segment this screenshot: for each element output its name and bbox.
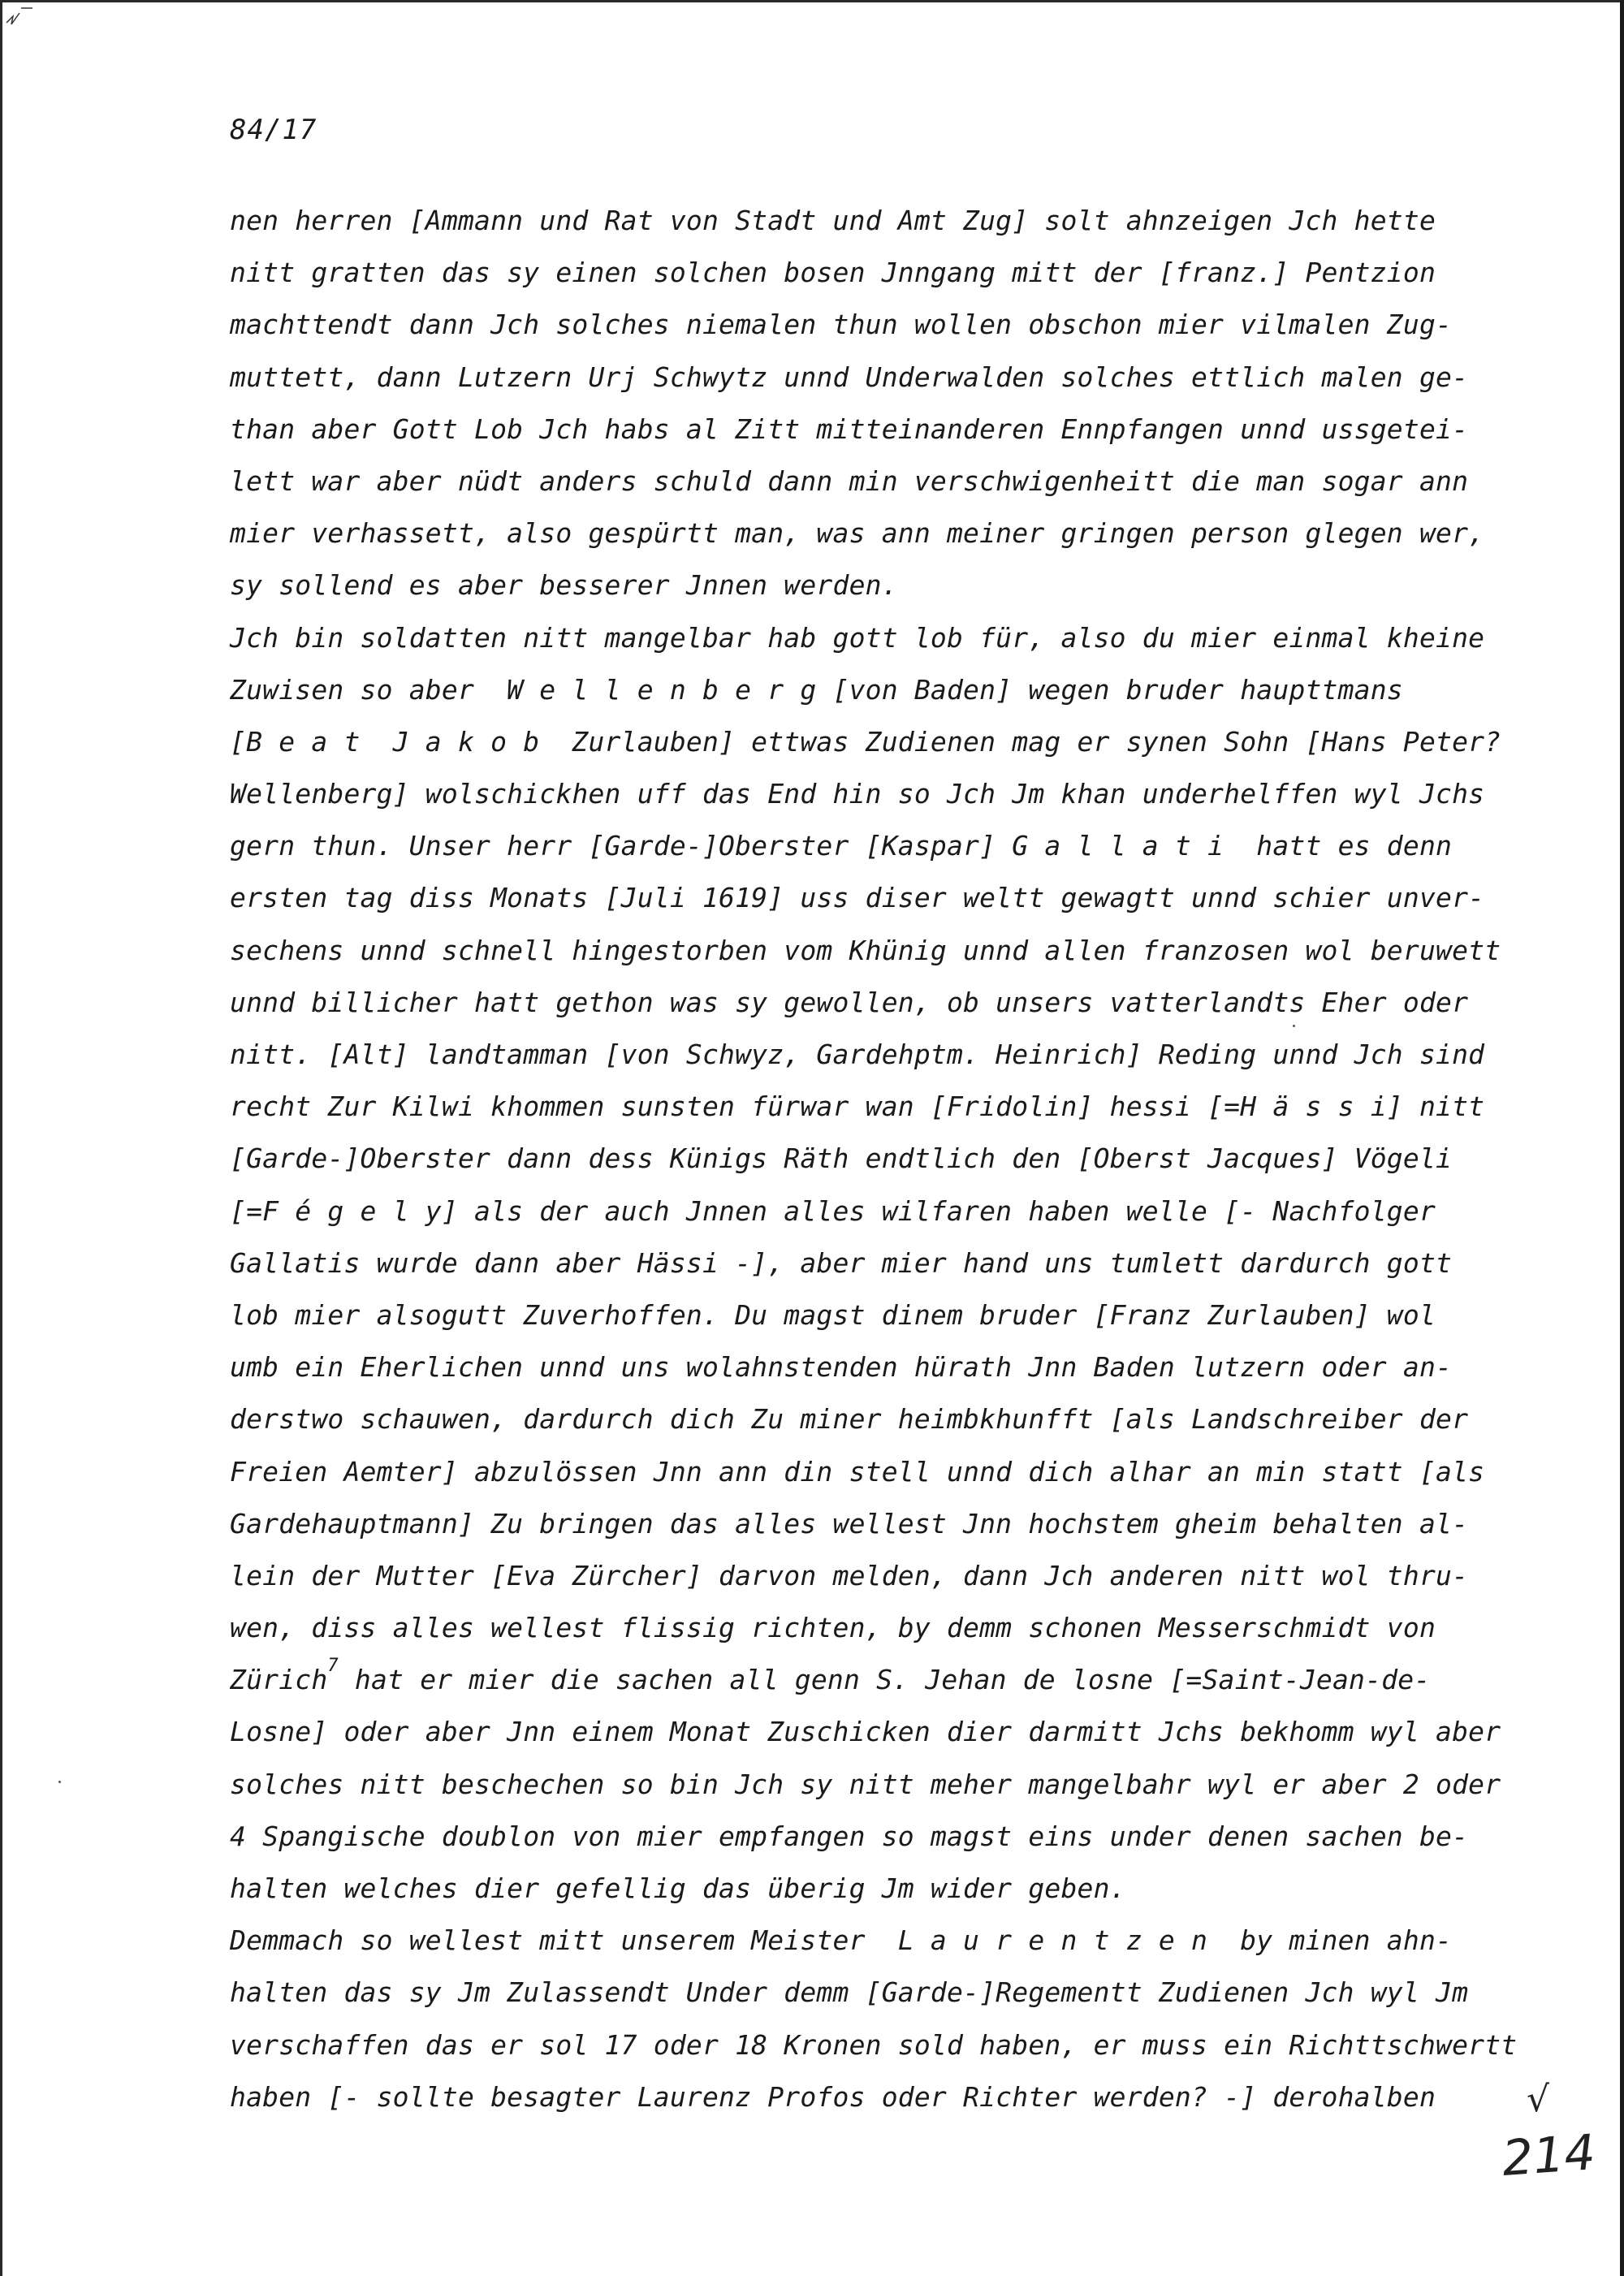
text-line: lob mier alsogutt Zuverhoffen. Du magst dinem bruder [Franz Zurlauben] wol — [230, 1298, 1436, 1331]
text-line: lett war aber nüdt anders schuld dann min verschwigenheitt die man sogar ann — [230, 464, 1469, 497]
text-line: lein der Mutter [Eva Zürcher] darvon melden, dann Jch anderen nitt wol thru- — [230, 1559, 1469, 1591]
text-line: [Garde-]Oberster dann dess Künigs Räth endtlich den [Oberst Jacques] Vögeli — [230, 1142, 1453, 1175]
text-line: mier verhassett, also gespürtt man, was ann meiner gringen person glegen wer, — [230, 517, 1485, 550]
text-line: Freien Aemter] abzulössen Jnn ann din stell unnd dich alhar an min statt [als — [230, 1455, 1485, 1488]
footnote-marker: 7 — [327, 1656, 339, 1677]
text-line-with-footnote — [230, 1654, 1545, 1706]
text-line: machttendt dann Jch solches niemalen thun wollen obschon mier vilmalen Zug- — [230, 309, 1453, 341]
text-line: gern thun. Unser herr [Garde-]Oberster [Kaspar] G a l l a t i hatt es denn — [230, 830, 1453, 862]
text-line: nitt gratten das sy einen solchen bosen Jnngang mitt der [franz.] Pentzion — [230, 257, 1436, 289]
scan-speck — [1293, 1025, 1295, 1027]
text-line: halten das sy Jm Zulassendt Under demm [Garde-]Regementt Zudienen Jch wyl Jm — [230, 1976, 1469, 2009]
text-line: sechens unnd schnell hingestorben vom Khünig unnd allen franzosen wol beruwett — [230, 934, 1501, 966]
text-line: than aber Gott Lob Jch habs al Zitt mitteinanderen Ennpfangen unnd ussgetei- — [230, 412, 1469, 445]
text-line: unnd billicher hatt gethon was sy gewollen, ob unsers vatterlandts Eher oder — [230, 986, 1469, 1018]
text-line: derstwo schauwen, dardurch dich Zu miner heimbkhunfft [als Landschreiber der — [230, 1403, 1469, 1436]
text-line: wen, diss alles wellest flissig richten, by demm schonen Messerschmidt von — [230, 1612, 1436, 1644]
scan-speck — [58, 1781, 61, 1783]
text-line: Gallatis wurde dann aber Hässi -], aber mier hand uns tumlett dardurch gott — [230, 1246, 1453, 1279]
text-line: Jch bin soldatten nitt mangelbar hab gott lob für, also du mier einmal kheine — [230, 621, 1485, 654]
text-line: [B e a t J a k o b Zurlauben] ettwas Zudienen mag er synen Sohn [Hans Peter? — [230, 725, 1501, 758]
text-line: solches nitt beschechen so bin Jch sy nitt meher mangelbahr wyl er aber 2 oder — [230, 1768, 1501, 1800]
corner-scribble-icon — [5, 5, 34, 28]
text-line: ersten tag diss Monats [Juli 1619] uss diser weltt gewagtt unnd schier unver- — [230, 882, 1485, 914]
page-reference: 84/17 — [230, 114, 317, 146]
text-line: nitt. [Alt] landtamman [von Schwyz, Gardehptm. Heinrich] Reding unnd Jch sind — [230, 1039, 1485, 1070]
text-line: [=F é g e l y] als der auch Jnnen alles wilfaren haben welle [- Nachfolger — [230, 1194, 1436, 1227]
text-line: umb ein Eherlichen unnd uns wolahnstenden hürath Jnn Baden lutzern oder an- — [230, 1351, 1453, 1384]
text-line: Demmach so wellest mitt unserem Meister L a u r e n t z e n by minen ahn- — [230, 1924, 1453, 1957]
text-line: verschaffen das er sol 17 oder 18 Kronen sold haben, er muss ein Richttschwertt — [230, 2028, 1518, 2061]
text-line: Gardehauptmann] Zu bringen das alles wellest Jnn hochstem gheim behalten al- — [230, 1507, 1469, 1540]
page-edge-right — [1620, 0, 1624, 2276]
text-line: Losne] oder aber Jnn einem Monat Zuschicken dier darmitt Jchs bekhomm wyl aber — [230, 1716, 1501, 1748]
text-line: Wellenberg] wolschickhen uff das End hin so Jch Jm khan underhelffen wyl Jchs — [230, 778, 1485, 810]
text-line: nen herren [Ammann und Rat von Stadt und Amt Zug] solt ahnzeigen Jch hette — [230, 205, 1436, 236]
text-line: haben [- sollte besagter Laurenz Profos oder Richter werden? -] derohalben — [230, 2080, 1436, 2113]
text-line: Zuwisen so aber W e l l e n b e r g [von Baden] wegen bruder haupttmans — [230, 673, 1403, 706]
text-line: muttett, dann Lutzern Urj Schwytz unnd Underwalden solches ettlich malen ge- — [230, 361, 1469, 393]
text-segment: hat er mier die sachen all genn S. Jehan de losne [=Saint-Jean-de- — [338, 1664, 1431, 1696]
transcription-body — [230, 195, 1545, 2123]
margin-check-mark: √ — [1527, 2079, 1550, 2120]
text-line: recht Zur Kilwi khommen sunsten fürwar wan [Fridolin] hessi [=H ä s s i] nitt — [230, 1090, 1485, 1123]
text-line: halten welches dier gefellig das überig Jm wider geben. — [230, 1872, 1126, 1904]
page-edge-left — [0, 0, 2, 2276]
text-segment: Zürich — [230, 1664, 328, 1696]
text-line: sy sollend es aber besserer Jnnen werden. — [230, 569, 898, 602]
text-line: 4 Spangische doublon von mier empfangen so magst eins under denen sachen be- — [230, 1820, 1469, 1852]
handwritten-folio-number: 214 — [1500, 2124, 1597, 2187]
page-edge-top — [0, 0, 1624, 2]
